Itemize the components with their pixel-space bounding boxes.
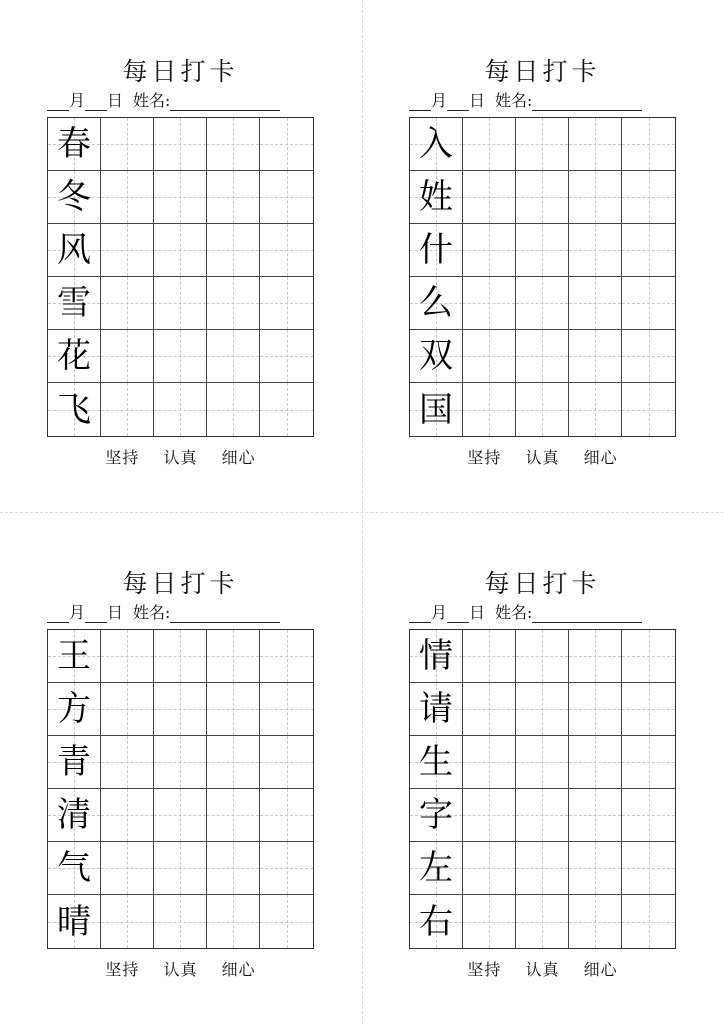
practice-cell[interactable]	[154, 118, 207, 171]
model-character-cell	[410, 736, 463, 789]
practice-cell[interactable]	[463, 630, 516, 683]
practice-cell[interactable]	[569, 842, 622, 895]
model-character-cell	[48, 630, 101, 683]
practice-cell[interactable]	[463, 683, 516, 736]
practice-cell[interactable]	[154, 683, 207, 736]
practice-cell[interactable]	[516, 842, 569, 895]
practice-cell[interactable]	[622, 630, 675, 683]
practice-cell[interactable]	[622, 171, 675, 224]
model-character-cell	[410, 789, 463, 842]
practice-cell[interactable]	[569, 683, 622, 736]
motto-persist: 坚持	[467, 448, 502, 467]
practice-cell[interactable]	[154, 330, 207, 383]
practice-cell[interactable]	[622, 895, 675, 948]
motto-persist: 坚持	[467, 960, 502, 979]
motto-line	[47, 957, 314, 980]
practice-cell[interactable]	[463, 171, 516, 224]
practice-cell[interactable]	[154, 895, 207, 948]
practice-cell[interactable]	[207, 277, 260, 330]
motto-careful: 细心	[221, 448, 256, 467]
practice-cell[interactable]	[463, 895, 516, 948]
practice-cell[interactable]	[569, 895, 622, 948]
practice-cell[interactable]	[207, 683, 260, 736]
practice-cell[interactable]	[622, 277, 675, 330]
motto-serious: 认真	[163, 960, 198, 979]
practice-cell[interactable]	[622, 224, 675, 277]
date-name-line	[47, 91, 314, 113]
model-character: 雪	[57, 283, 91, 323]
model-character-cell	[48, 383, 101, 436]
name-blank[interactable]	[170, 92, 280, 111]
date-name-line	[409, 91, 676, 113]
model-character-cell	[410, 277, 463, 330]
practice-cell[interactable]	[101, 630, 154, 683]
motto-line	[409, 957, 676, 980]
model-character-cell	[410, 224, 463, 277]
model-character: 方	[57, 689, 91, 729]
practice-cell[interactable]	[101, 383, 154, 436]
day-blank[interactable]	[85, 604, 107, 623]
model-character-cell	[48, 277, 101, 330]
model-character-cell	[48, 736, 101, 789]
model-character: 清	[57, 795, 91, 835]
practice-cell[interactable]	[569, 330, 622, 383]
motto-careful: 细心	[221, 960, 256, 979]
name-blank[interactable]	[170, 604, 280, 623]
practice-cell[interactable]	[207, 224, 260, 277]
model-character: 姓	[419, 177, 453, 217]
practice-cell[interactable]	[101, 789, 154, 842]
practice-cell[interactable]	[207, 118, 260, 171]
month-label: 月	[431, 91, 448, 110]
model-character-cell	[410, 895, 463, 948]
practice-cell[interactable]	[463, 277, 516, 330]
practice-cell[interactable]	[569, 789, 622, 842]
model-character: 生	[419, 742, 453, 782]
date-name-line	[409, 603, 676, 625]
practice-cell[interactable]	[207, 842, 260, 895]
model-character: 晴	[57, 901, 91, 942]
model-character-cell	[48, 224, 101, 277]
practice-cell[interactable]	[622, 383, 675, 436]
model-character: 飞	[57, 389, 91, 430]
practice-cell[interactable]	[622, 736, 675, 789]
practice-cell[interactable]	[207, 630, 260, 683]
day-blank[interactable]	[85, 92, 107, 111]
model-character: 双	[419, 336, 453, 376]
practice-cell[interactable]	[516, 277, 569, 330]
model-character: 冬	[57, 177, 91, 217]
card-title: 每日打卡	[122, 569, 239, 598]
month-blank[interactable]	[47, 92, 69, 111]
model-character-cell	[410, 383, 463, 436]
practice-cell[interactable]	[260, 277, 313, 330]
practice-cell[interactable]	[622, 330, 675, 383]
practice-cell[interactable]	[463, 736, 516, 789]
practice-cell[interactable]	[260, 842, 313, 895]
model-character-cell	[48, 842, 101, 895]
motto-persist: 坚持	[105, 960, 140, 979]
practice-cell[interactable]	[154, 383, 207, 436]
model-character: 风	[57, 230, 91, 270]
practice-cell[interactable]	[569, 630, 622, 683]
model-character-cell	[48, 895, 101, 948]
practice-cell[interactable]	[516, 118, 569, 171]
practice-cell[interactable]	[569, 118, 622, 171]
check-in-card	[47, 57, 314, 477]
practice-cell[interactable]	[463, 330, 516, 383]
model-character: 国	[419, 389, 453, 430]
check-in-card	[409, 57, 676, 477]
name-label: 姓名:	[495, 91, 533, 110]
model-character: 字	[419, 795, 453, 835]
motto-serious: 认真	[525, 960, 560, 979]
practice-cell[interactable]	[516, 330, 569, 383]
day-label: 日	[107, 603, 124, 622]
practice-cell[interactable]	[154, 171, 207, 224]
practice-cell[interactable]	[463, 224, 516, 277]
model-character: 请	[419, 689, 453, 729]
name-label: 姓名:	[495, 603, 533, 622]
card-title: 每日打卡	[484, 569, 601, 598]
motto-careful: 细心	[583, 960, 618, 979]
practice-cell[interactable]	[569, 224, 622, 277]
horizontal-cut-line	[0, 512, 724, 513]
practice-cell[interactable]	[516, 683, 569, 736]
day-blank[interactable]	[447, 92, 469, 111]
month-label: 月	[431, 603, 448, 622]
model-character-cell	[48, 789, 101, 842]
practice-cell[interactable]	[463, 842, 516, 895]
practice-cell[interactable]	[622, 789, 675, 842]
practice-cell[interactable]	[260, 736, 313, 789]
practice-cell[interactable]	[101, 118, 154, 171]
model-character: 情	[419, 636, 453, 676]
model-character: 王	[57, 636, 91, 676]
practice-cell[interactable]	[101, 224, 154, 277]
practice-cell[interactable]	[154, 630, 207, 683]
model-character-cell	[410, 171, 463, 224]
card-title: 每日打卡	[122, 57, 239, 86]
practice-cell[interactable]	[207, 736, 260, 789]
practice-grid	[47, 629, 314, 949]
motto-serious: 认真	[163, 448, 198, 467]
day-label: 日	[469, 91, 486, 110]
practice-grid	[409, 117, 676, 437]
practice-cell[interactable]	[260, 224, 313, 277]
practice-cell[interactable]	[622, 683, 675, 736]
model-character-cell	[410, 330, 463, 383]
check-in-card	[409, 569, 676, 989]
practice-cell[interactable]	[569, 277, 622, 330]
month-blank[interactable]	[47, 604, 69, 623]
practice-cell[interactable]	[101, 736, 154, 789]
name-blank[interactable]	[532, 92, 642, 111]
model-character-cell	[410, 842, 463, 895]
motto-line	[409, 445, 676, 468]
day-label: 日	[469, 603, 486, 622]
practice-cell[interactable]	[516, 789, 569, 842]
month-blank[interactable]	[409, 604, 431, 623]
practice-cell[interactable]	[154, 842, 207, 895]
practice-cell[interactable]	[516, 630, 569, 683]
check-in-card	[47, 569, 314, 989]
name-label: 姓名:	[133, 603, 171, 622]
model-character-cell	[48, 171, 101, 224]
practice-cell[interactable]	[101, 171, 154, 224]
practice-cell[interactable]	[516, 171, 569, 224]
practice-cell[interactable]	[260, 895, 313, 948]
model-character-cell	[48, 118, 101, 171]
practice-cell[interactable]	[101, 842, 154, 895]
practice-cell[interactable]	[463, 118, 516, 171]
practice-cell[interactable]	[516, 383, 569, 436]
practice-cell[interactable]	[516, 736, 569, 789]
practice-cell[interactable]	[101, 330, 154, 383]
day-blank[interactable]	[447, 604, 469, 623]
practice-grid	[409, 629, 676, 949]
practice-cell[interactable]	[207, 895, 260, 948]
motto-serious: 认真	[525, 448, 560, 467]
practice-cell[interactable]	[154, 224, 207, 277]
practice-cell[interactable]	[260, 789, 313, 842]
practice-cell[interactable]	[463, 789, 516, 842]
practice-cell[interactable]	[516, 895, 569, 948]
model-character: 春	[57, 124, 91, 164]
practice-cell[interactable]	[260, 118, 313, 171]
practice-cell[interactable]	[622, 118, 675, 171]
practice-cell[interactable]	[101, 895, 154, 948]
name-blank[interactable]	[532, 604, 642, 623]
model-character: 气	[57, 848, 91, 888]
motto-line	[47, 445, 314, 468]
month-label: 月	[69, 91, 86, 110]
practice-cell[interactable]	[260, 630, 313, 683]
date-name-line	[47, 603, 314, 625]
practice-cell[interactable]	[569, 171, 622, 224]
model-character: 么	[419, 283, 453, 323]
model-character-cell	[48, 330, 101, 383]
practice-cell[interactable]	[260, 330, 313, 383]
practice-cell[interactable]	[569, 383, 622, 436]
model-character: 花	[57, 336, 91, 376]
month-label: 月	[69, 603, 86, 622]
practice-cell[interactable]	[154, 277, 207, 330]
name-label: 姓名:	[133, 91, 171, 110]
practice-cell[interactable]	[569, 736, 622, 789]
model-character: 左	[419, 848, 453, 888]
practice-grid	[47, 117, 314, 437]
model-character: 右	[419, 901, 453, 942]
model-character: 什	[419, 230, 453, 270]
practice-cell[interactable]	[154, 736, 207, 789]
practice-cell[interactable]	[260, 683, 313, 736]
model-character-cell	[48, 683, 101, 736]
practice-cell[interactable]	[463, 383, 516, 436]
model-character: 入	[419, 124, 453, 164]
practice-cell[interactable]	[154, 789, 207, 842]
model-character-cell	[410, 630, 463, 683]
practice-cell[interactable]	[207, 171, 260, 224]
motto-persist: 坚持	[105, 448, 140, 467]
month-blank[interactable]	[409, 92, 431, 111]
model-character-cell	[410, 683, 463, 736]
practice-cell[interactable]	[516, 224, 569, 277]
practice-cell[interactable]	[207, 383, 260, 436]
model-character: 青	[57, 742, 91, 782]
practice-cell[interactable]	[207, 789, 260, 842]
day-label: 日	[107, 91, 124, 110]
practice-cell[interactable]	[101, 277, 154, 330]
model-character-cell	[410, 118, 463, 171]
practice-cell[interactable]	[101, 683, 154, 736]
practice-cell[interactable]	[207, 330, 260, 383]
motto-careful: 细心	[583, 448, 618, 467]
practice-cell[interactable]	[260, 383, 313, 436]
card-title: 每日打卡	[484, 57, 601, 86]
practice-cell[interactable]	[622, 842, 675, 895]
practice-cell[interactable]	[260, 171, 313, 224]
